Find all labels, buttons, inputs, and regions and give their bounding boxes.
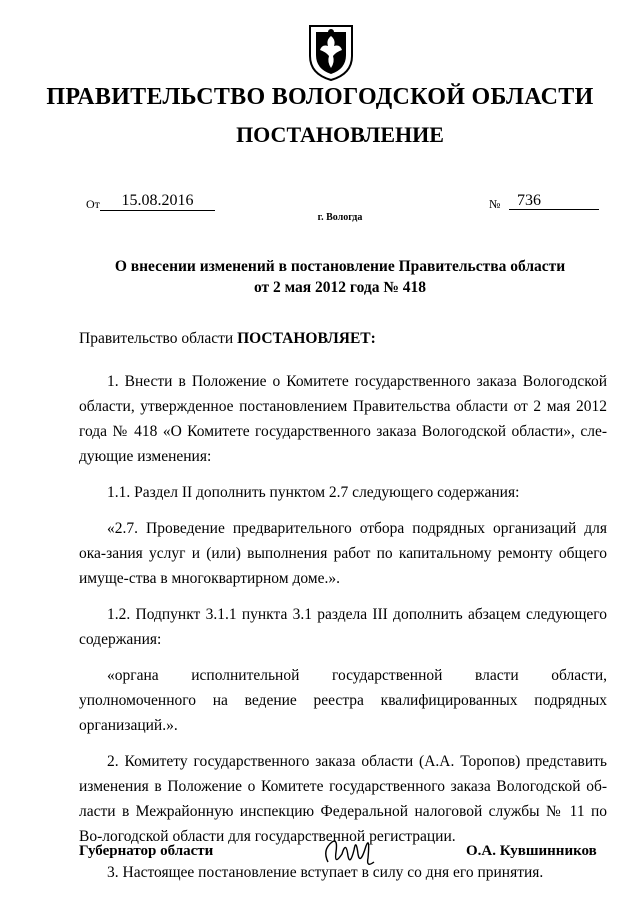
intro-prefix: Правительство области (79, 330, 238, 347)
paragraph-quote: «органа исполнительной государственной власти области, уполномоченного на ведение реестра квалифицированных подрядных организаций.». (79, 667, 607, 734)
paragraph-1: 1. Внести в Положение о Комитете государственного заказа Вологодской области, утвержденное постановлением Правительства области от 2 мая 2012 года № 418 «О Комитете государственного заказа Вологодской области», сле-дующие изменения: (79, 373, 607, 465)
paragraph-1-2: 1.2. Подпункт 3.1.1 пункта 3.1 раздела III дополнить абзацем следующего содержания: (79, 606, 607, 648)
subject-line-1: О внесении изменений в постановление Правительства области (114, 258, 566, 275)
government-title: ПРАВИТЕЛЬСТВО ВОЛОГОДСКОЙ ОБЛАСТИ (46, 84, 594, 110)
paragraph-3: 3. Настоящее постановление вступает в силу со дня его принятия. (107, 864, 544, 881)
document-number: 736 (509, 191, 599, 210)
intro-paragraph (79, 326, 607, 351)
paragraph-2: 2. Комитету государственного заказа области (А.А. Торопов) представить изменения в Положение о Комитете государственного заказа Вологодской об-ласти в Межрайонную инспекцию Федеральной налоговой службы № 11 по Во-логодской области для государственной регистрации. (79, 753, 607, 845)
document-body (79, 369, 607, 885)
handwritten-signature (320, 832, 380, 872)
city-label: г. Вологда (317, 212, 363, 223)
paragraph-2-7: «2.7. Проведение предварительного отбора подрядных организаций для ока-зания услуг и (или) выполнения работ по капитальному ремонту общего имуще-ства в многоквартирном доме.». (79, 520, 607, 587)
document-type-title: ПОСТАНОВЛЕНИЕ (236, 122, 444, 147)
document-subject (60, 256, 620, 298)
intro-verb: ПОСТАНОВЛЯЕТ: (237, 330, 376, 347)
subject-line-2: от 2 мая 2012 года № 418 (253, 279, 427, 296)
number-label: № (489, 197, 501, 211)
signatory-position: Губернатор области (79, 843, 214, 859)
date-label: От (86, 197, 100, 211)
signatory-name: О.А. Кувшинников (466, 843, 597, 859)
document-date: 15.08.2016 (100, 191, 215, 211)
coat-of-arms-emblem (306, 22, 356, 82)
paragraph-1-1: 1.1. Раздел II дополнить пунктом 2.7 следующего содержания: (107, 484, 520, 501)
